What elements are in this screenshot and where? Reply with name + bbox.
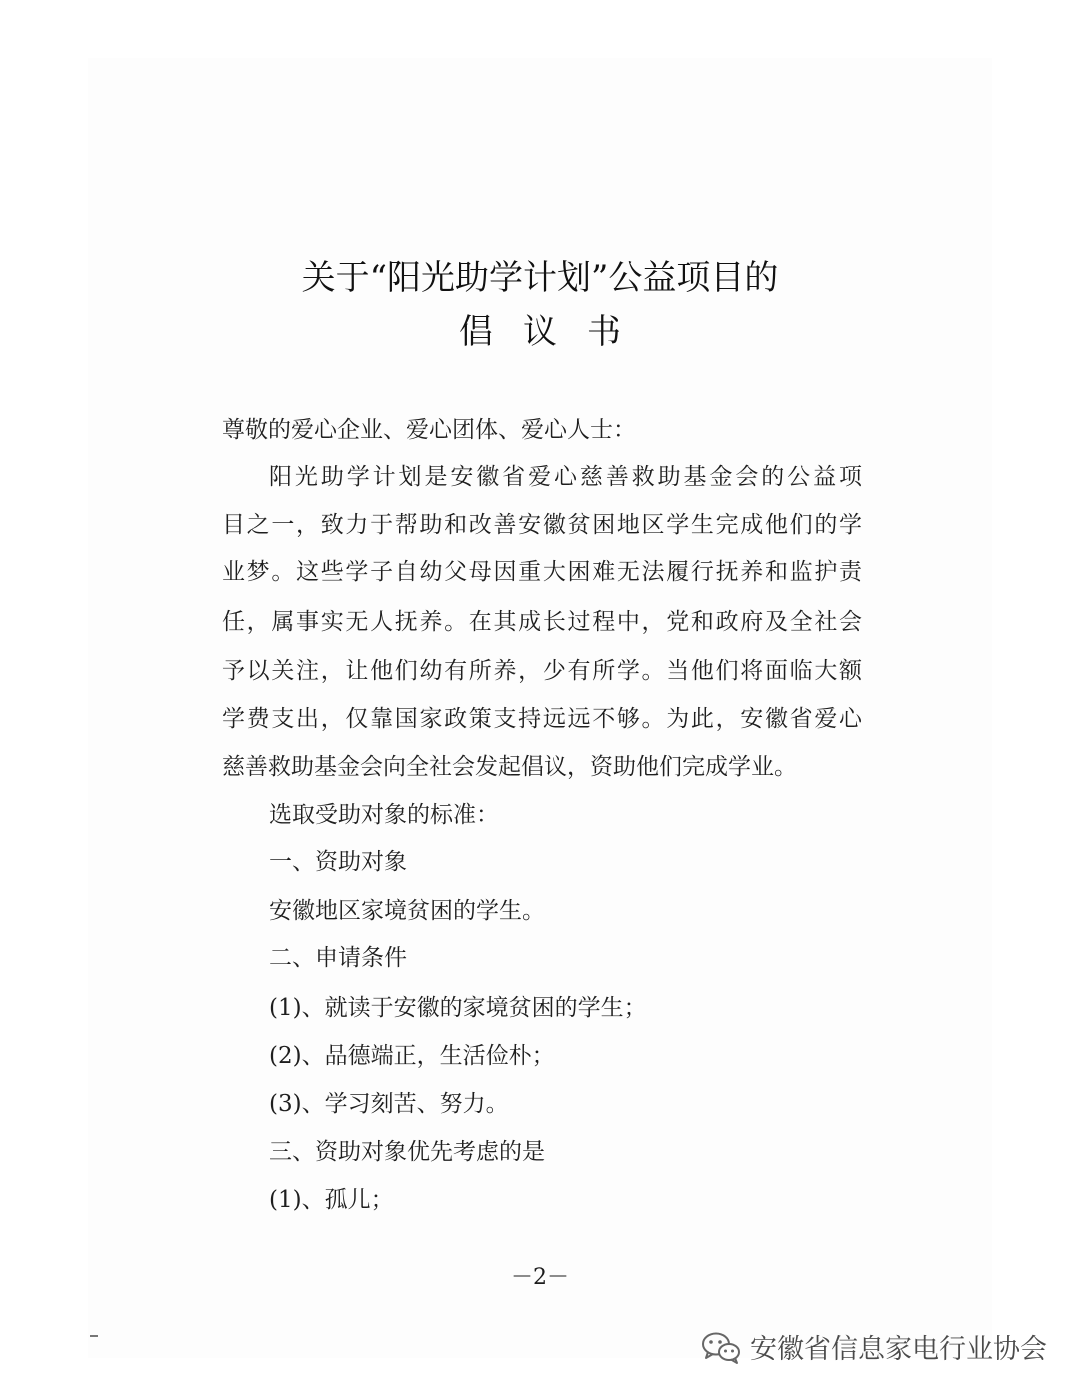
salutation: 尊敬的爱心企业、爱心团体、爱心人士：	[222, 417, 636, 443]
intro-line: 目之一，致力于帮助和改善安徽贫困地区学生完成他们的学	[222, 512, 862, 538]
watermark-text: 安徽省信息家电行业协会	[750, 1334, 1047, 1365]
condition-item: (3)、学习刻苦、努力。	[269, 1091, 509, 1117]
scan-mark	[90, 1335, 98, 1337]
page-number: －2－	[511, 1265, 569, 1290]
condition-item: (2)、品德端正，生活俭朴；	[269, 1043, 555, 1069]
intro-line: 阳光助学计划是安徽省爱心慈善救助基金会的公益项	[269, 464, 862, 490]
section-heading: 二、申请条件	[269, 945, 407, 971]
section-body: 安徽地区家境贫困的学生。	[269, 898, 545, 924]
section-heading: 三、资助对象优先考虑的是	[269, 1139, 545, 1165]
wechat-icon	[700, 1331, 742, 1369]
section-heading: 一、资助对象	[269, 849, 407, 875]
intro-line: 慈善救助基金会向全社会发起倡议，资助他们完成学业。	[222, 754, 797, 780]
intro-line: 业梦。这些学子自幼父母因重大困难无法履行抚养和监护责	[222, 559, 862, 585]
criteria-intro: 选取受助对象的标准：	[269, 802, 499, 828]
priority-item: (1)、孤儿；	[269, 1187, 394, 1213]
intro-line: 任，属事实无人抚养。在其成长过程中，党和政府及全社会	[222, 609, 862, 635]
intro-line: 学费支出，仅靠国家政策支持远远不够。为此，安徽省爱心	[222, 706, 862, 732]
condition-item: (1)、就读于安徽的家境贫困的学生；	[269, 995, 647, 1021]
wechat-watermark	[700, 1330, 1047, 1370]
intro-line: 予以关注，让他们幼有所养，少有所学。当他们将面临大额	[222, 658, 862, 684]
document-title: 关于“阳光助学计划”公益项目的	[301, 258, 779, 298]
document-subtitle: 倡议书	[459, 312, 651, 352]
